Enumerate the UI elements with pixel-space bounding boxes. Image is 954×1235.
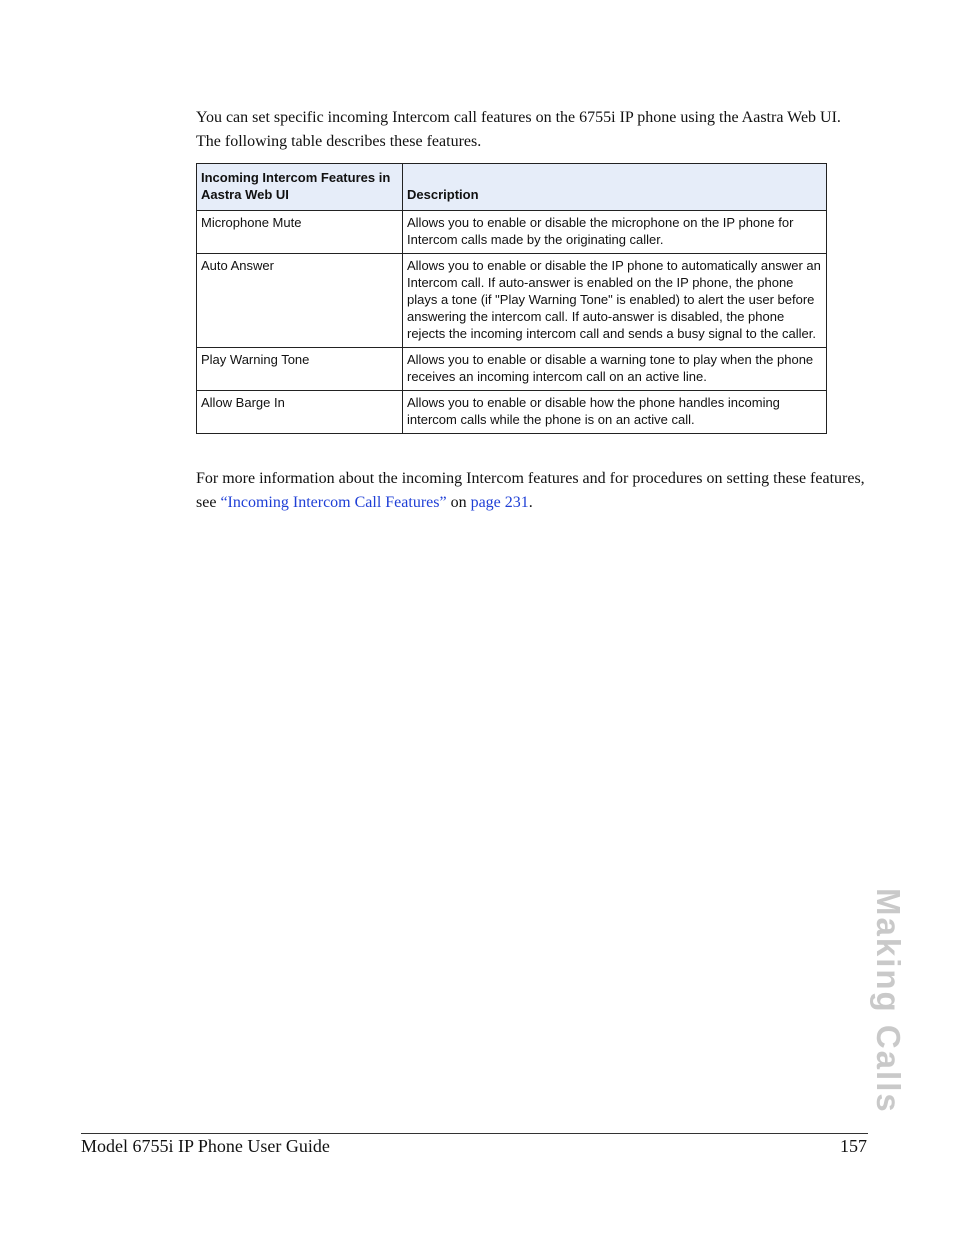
table-row xyxy=(197,211,827,254)
feature-description: Allows you to enable or disable how the phone handles incoming intercom calls while the phone is on an active call. xyxy=(403,391,827,434)
features-table xyxy=(196,163,827,434)
page-link[interactable]: page 231 xyxy=(470,494,529,511)
feature-description: Allows you to enable or disable the IP phone to automatically answer an Intercom call. If auto-answer is enabled on the IP phone, the phone plays a tone (if "Play Warning Tone" is enabled) to alert the user before answering the intercom call. If auto-answer is disabled, the phone rejects the incoming intercom call and sends a busy signal to the caller. xyxy=(403,254,827,348)
header-feature: Incoming Intercom Features in Aastra Web UI xyxy=(197,164,403,211)
outro-middle: on xyxy=(446,494,471,511)
feature-description: Allows you to enable or disable a warning tone to play when the phone receives an incoming intercom call on an active line. xyxy=(403,348,827,391)
chapter-side-title: Making Calls xyxy=(870,888,907,1114)
table-header-row xyxy=(197,164,827,211)
footer-page-number: 157 xyxy=(840,1136,867,1156)
feature-name: Microphone Mute xyxy=(197,211,403,254)
feature-name: Allow Barge In xyxy=(197,391,403,434)
outro-paragraph xyxy=(196,467,866,515)
table-row xyxy=(197,348,827,391)
footer-guide-title: Model 6755i IP Phone User Guide xyxy=(81,1136,330,1156)
outro-suffix: . xyxy=(528,494,533,511)
feature-description: Allows you to enable or disable the microphone on the IP phone for Intercom calls made by the originating caller. xyxy=(403,211,827,254)
feature-name: Play Warning Tone xyxy=(197,348,403,391)
intro-paragraph: You can set specific incoming Intercom call features on the 6755i IP phone using the Aastra Web UI. The following table describes these features. xyxy=(196,109,841,150)
header-description: Description xyxy=(403,164,827,211)
feature-name: Auto Answer xyxy=(197,254,403,348)
outro-prefix: For more information about the incoming Intercom features and for procedures on setting these features, see xyxy=(196,470,865,511)
table-row xyxy=(197,391,827,434)
table-row xyxy=(197,254,827,348)
incoming-intercom-link[interactable]: “Incoming Intercom Call Features” xyxy=(220,494,447,511)
